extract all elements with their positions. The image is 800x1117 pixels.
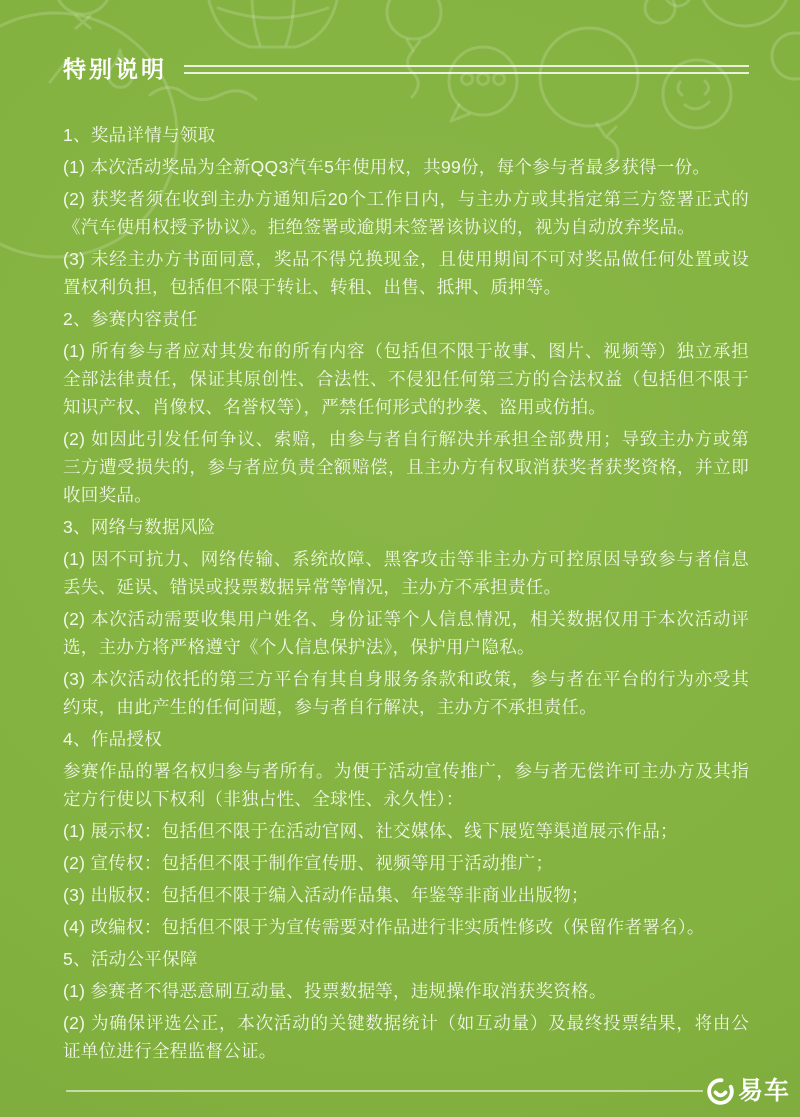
title-divider-lines (184, 65, 749, 74)
terms-paragraph: (3) 本次活动依托的第三方平台有其自身服务条款和政策，参与者在平台的行为亦受其约束，由此产生的任何问题，参与者自行解决，主办方不承担责任。 (63, 669, 749, 717)
smiley-icon (699, 0, 791, 26)
yiche-logo-text: 易车 (738, 1076, 791, 1105)
terms-paragraph: (2) 宣传权：包括但不限于制作宣传册、视频等用于活动推广； (63, 853, 554, 873)
terms-paragraph: (1) 本次活动奖品为全新QQ3汽车5年使用权，共99份，每个参与者最多获得一份。 (63, 157, 711, 177)
yiche-smile-icon (706, 1077, 735, 1106)
hot-air-balloon-canopy-icon (208, 0, 338, 47)
section-prize-details (63, 121, 749, 301)
terms-paragraph: (2) 如因此引发任何争议、索赔，由参与者自行解决并承担全部费用；导致主办方或第三方遭受损失的，参与者应负责全额赔偿，且主办方有权取消获奖者获奖资格，并立即收回奖品。 (63, 429, 749, 505)
section-heading: 2、参赛内容责任 (63, 309, 198, 329)
section-heading: 4、作品授权 (63, 729, 163, 749)
ring-icon (772, 33, 800, 79)
section-heading: 3、网络与数据风险 (63, 517, 216, 537)
section-network-data-risk (63, 513, 749, 721)
terms-paragraph: (1) 所有参与者应对其发布的所有内容（包括但不限于故事、图片、视频等）独立承担全部法律责任，保证其原创性、合法性、不侵犯任何第三方的合法权益（包括但不限于知识产权、肖像权、名誉权等），严禁任何形式的抄袭、盗用或仿拍。 (63, 341, 749, 417)
terms-paragraph: (1) 因不可抗力、网络传输、系统故障、黑客攻击等非主办方可控原因导致参与者信息丢失、延误、错误或投票数据异常等情况，主办方不承担责任。 (63, 549, 749, 597)
terms-paragraph: (2) 为确保评选公正，本次活动的关键数据统计（如互动量）及最终投票结果，将由公证单位进行全程监督公证。 (63, 1013, 749, 1061)
title-row (63, 56, 749, 83)
section-fairness-guarantee (63, 945, 749, 1065)
terms-paragraph: (1) 参赛者不得恶意刷互动量、投票数据等，违规操作取消获奖资格。 (63, 981, 607, 1001)
page-title: 特别说明 (63, 56, 167, 82)
section-heading: 1、奖品详情与领取 (63, 125, 216, 145)
terms-paragraph: (2) 获奖者须在收到主办方通知后20个工作日内，与主办方或其指定第三方签署正式的《汽车使用权授予协议》。拒绝签署或逾期未签署该协议的，视为自动放弃奖品。 (63, 189, 749, 237)
balloon-icon (55, 0, 111, 28)
section-heading: 5、活动公平保障 (63, 949, 198, 969)
terms-paragraph: (4) 改编权：包括但不限于为宣传需要对作品进行非实质性修改（保留作者署名）。 (63, 917, 705, 937)
section-work-authorization (63, 725, 749, 941)
yiche-logo (706, 1076, 790, 1106)
terms-paragraph: (3) 出版权：包括但不限于编入活动作品集、年鉴等非商业出版物； (63, 885, 589, 905)
footer-divider (66, 1090, 703, 1092)
terms-paragraph: 参赛作品的署名权归参与者所有。为便于活动宣传推广，参与者无偿许可主办方及其指定方行使以下权利（非独占性、全球性、永久性）： (63, 761, 749, 809)
flower-icon (645, 0, 691, 23)
terms-paragraph: (2) 本次活动需要收集用户姓名、身份证等个人信息情况，相关数据仅用于本次活动评选，主办方将严格遵守《个人信息保护法》，保护用户隐私。 (63, 609, 749, 657)
terms-paragraph: (1) 展示权：包括但不限于在活动官网、社交媒体、线下展览等渠道展示作品； (63, 821, 678, 841)
section-content-responsibility (63, 305, 749, 509)
terms-paragraph: (3) 未经主办方书面同意，奖品不得兑换现金，且使用期间不可对奖品做任何处置或设置权利负担，包括但不限于转让、转租、出售、抵押、质押等。 (63, 249, 749, 297)
special-notes-panel (63, 56, 749, 1069)
